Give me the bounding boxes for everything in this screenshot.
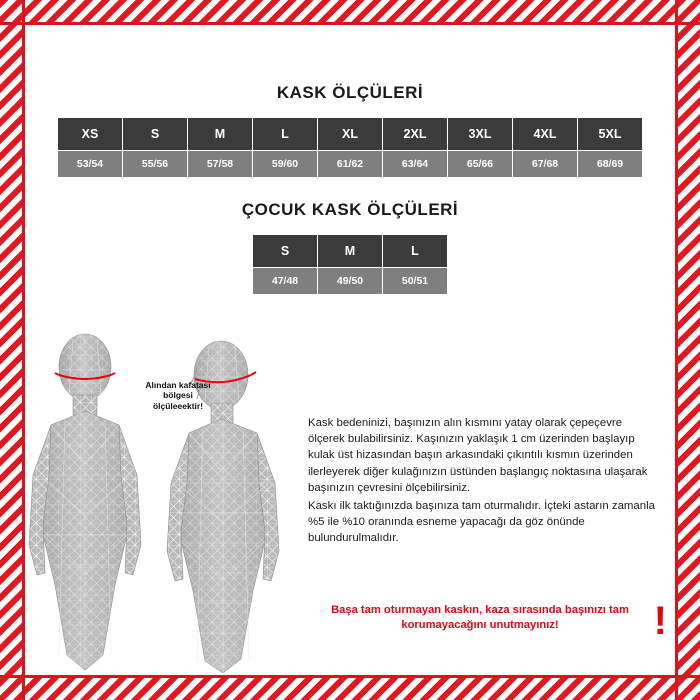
- decorative-border-top: [0, 0, 700, 22]
- table-cell: S: [123, 118, 188, 151]
- adult-size-table-wrap: [25, 117, 675, 178]
- table-cell: 47/48: [253, 268, 318, 295]
- content-area: [25, 25, 675, 675]
- safety-warning: [300, 603, 660, 633]
- warning-line-2: korumayacağını unutmayınız!: [401, 619, 559, 632]
- adult-size-title: KASK ÖLÇÜLERİ: [276, 83, 424, 102]
- table-cell: L: [253, 118, 318, 151]
- kid-size-title: ÇOCUK KASK ÖLÇÜLERİ: [241, 200, 459, 219]
- instructions-paragraph-2: Kaskı ilk taktığınızda başınıza tam oturmalıdır. İçteki astarın zamanla %5 ile %10 oranında esneme yapacağı da göz önünde bulundurulmalıdır.: [308, 499, 655, 545]
- exclamation-icon: !: [653, 599, 667, 643]
- table-cell: 3XL: [448, 118, 513, 151]
- callout-line-3: ölçüleeektir!: [152, 400, 204, 411]
- kid-size-table: [252, 234, 448, 295]
- border-line-bottom: [0, 675, 700, 678]
- decorative-border-right: [678, 0, 700, 700]
- figure-front: [29, 334, 141, 670]
- callout-line-2: bölgesi: [163, 390, 193, 401]
- adult-size-table: [57, 117, 643, 178]
- table-cell: XL: [318, 118, 383, 151]
- measure-callout-label: [135, 380, 221, 411]
- table-cell: 67/68: [513, 151, 578, 178]
- table-cell: 49/50: [318, 268, 383, 295]
- table-cell: XS: [58, 118, 123, 151]
- table-cell: 63/64: [383, 151, 448, 178]
- kid-size-header-row: [253, 235, 448, 268]
- table-cell: 5XL: [578, 118, 643, 151]
- table-cell: M: [318, 235, 383, 268]
- table-cell: 68/69: [578, 151, 643, 178]
- instructions-paragraph-1: Kask bedeninizi, başınızın alın kısmını yatay olarak çepeçevre ölçerek bulabilirsiniz. Kaşınızın yaklaşık 1 cm üzerinden başlayıp kulak üst hizasından başın arkasındaki çıkıntılı kısmın üzerinden ilerleyerek diğer kulağınızın üstünden başlangıç noktasına ulaşarak başınızın çevresini ölçebilirsiniz.: [308, 417, 648, 494]
- decorative-border-bottom: [0, 678, 700, 700]
- table-cell: 53/54: [58, 151, 123, 178]
- table-cell: 2XL: [383, 118, 448, 151]
- table-cell: 55/56: [123, 151, 188, 178]
- wireframe-mannequin-illustration: [25, 325, 325, 675]
- decorative-border-left: [0, 0, 22, 700]
- kid-size-table-wrap: [25, 234, 675, 295]
- table-cell: M: [188, 118, 253, 151]
- table-cell: 65/66: [448, 151, 513, 178]
- instructions-text: [308, 415, 658, 547]
- table-cell: S: [253, 235, 318, 268]
- table-cell: 50/51: [383, 268, 448, 295]
- table-cell: 4XL: [513, 118, 578, 151]
- table-cell: 61/62: [318, 151, 383, 178]
- kid-measurement-row: [253, 268, 448, 295]
- table-cell: 59/60: [253, 151, 318, 178]
- callout-line-1: Alından kafatası: [145, 380, 211, 390]
- border-line-right: [675, 0, 678, 700]
- body-figures: [25, 325, 325, 675]
- adult-size-header-row: [58, 118, 643, 151]
- table-cell: 57/58: [188, 151, 253, 178]
- adult-measurement-row: [58, 151, 643, 178]
- table-cell: L: [383, 235, 448, 268]
- warning-line-1: Başa tam oturmayan kaskın, kaza sırasında başınızı tam: [331, 604, 629, 616]
